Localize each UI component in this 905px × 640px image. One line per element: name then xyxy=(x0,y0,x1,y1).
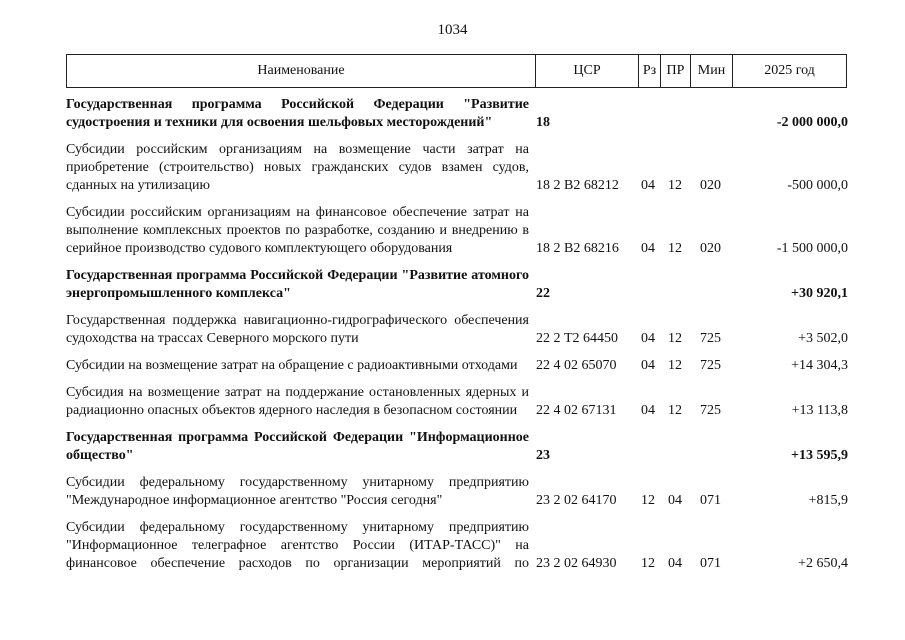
table-row xyxy=(66,204,856,258)
row-value: -500 000,0 xyxy=(787,178,848,193)
table-body xyxy=(66,96,856,582)
row-name: Субсидии российским организациям на возмещение части затрат на приобретение (строительство) новых гражданских судов взамен судов, сданных на утилизацию xyxy=(66,142,529,193)
row-name: Субсидии российским организациям на финансовое обеспечение затрат на выполнение комплексных проектов по разработке, созданию и внедрению в серийное производство судового комплектующего оборудования xyxy=(66,205,529,256)
header-pr: ПР xyxy=(661,55,691,87)
row-rz: 04 xyxy=(641,331,655,346)
header-name: Наименование xyxy=(67,55,536,87)
row-name: Государственная программа Российской Федерации "Информационное общество" xyxy=(66,430,529,463)
header-csr: ЦСР xyxy=(536,55,639,87)
row-value: -2 000 000,0 xyxy=(776,115,848,130)
page-number: 1034 xyxy=(437,22,468,38)
row-name: Субсидии федеральному государственному унитарному предприятию "Информационное телеграфное агентство России (ИТАР-ТАСС)" на финансовое обеспечение расходов по организации мероприятий по xyxy=(66,520,529,571)
row-csr: 23 2 02 64930 xyxy=(536,556,617,571)
row-pr: 04 xyxy=(668,493,682,508)
table-row xyxy=(66,384,856,420)
row-csr: 22 4 02 65070 xyxy=(536,358,617,373)
header-year: 2025 год xyxy=(764,63,815,78)
header-min: Мин xyxy=(691,55,733,87)
row-value: +2 650,4 xyxy=(798,556,848,571)
row-rz: 04 xyxy=(641,241,655,256)
row-codes xyxy=(66,492,856,510)
row-rz: 04 xyxy=(641,403,655,418)
table-row xyxy=(66,429,856,465)
row-min: 071 xyxy=(700,556,721,571)
row-pr: 12 xyxy=(668,331,682,346)
table-row xyxy=(66,474,856,510)
row-csr: 18 2 В2 68216 xyxy=(536,241,619,256)
row-csr: 18 2 В2 68212 xyxy=(536,178,619,193)
row-pr: 12 xyxy=(668,358,682,373)
row-codes xyxy=(66,285,856,303)
row-name: Субсидии на возмещение затрат на обращение с радиоактивными отходами xyxy=(66,358,518,373)
row-min: 020 xyxy=(700,241,721,256)
row-csr: 22 4 02 67131 xyxy=(536,403,617,418)
row-codes xyxy=(66,357,856,375)
row-min: 071 xyxy=(700,493,721,508)
row-name: Государственная программа Российской Федерации "Развитие судостроения и техники для освоения шельфовых месторождений" xyxy=(66,97,529,130)
row-rz: 12 xyxy=(641,493,655,508)
header-rz: Рз xyxy=(639,55,661,87)
row-pr: 12 xyxy=(668,403,682,418)
row-rz: 04 xyxy=(641,178,655,193)
table-row xyxy=(66,519,856,573)
row-csr: 23 xyxy=(536,448,550,463)
row-value: +30 920,1 xyxy=(791,286,848,301)
row-codes xyxy=(66,402,856,420)
table-row xyxy=(66,312,856,348)
table-row xyxy=(66,357,856,375)
row-value: -1 500 000,0 xyxy=(776,241,848,256)
row-csr: 22 2 Т2 64450 xyxy=(536,331,619,346)
row-min: 725 xyxy=(700,331,721,346)
row-min: 725 xyxy=(700,403,721,418)
row-codes xyxy=(66,177,856,195)
row-csr: 22 xyxy=(536,286,550,301)
row-name: Государственная программа Российской Федерации "Развитие атомного энергопромышленного комплекса" xyxy=(66,268,529,301)
row-rz: 04 xyxy=(641,358,655,373)
row-codes xyxy=(66,330,856,348)
row-value: +13 113,8 xyxy=(791,403,848,418)
table-row xyxy=(66,141,856,195)
row-codes xyxy=(66,555,856,573)
row-codes xyxy=(66,240,856,258)
row-pr: 12 xyxy=(668,178,682,193)
table-header xyxy=(66,54,847,88)
row-pr: 04 xyxy=(668,556,682,571)
row-value: +13 595,9 xyxy=(791,448,848,463)
row-codes xyxy=(66,114,856,132)
row-csr: 18 xyxy=(536,115,550,130)
row-name: Государственная поддержка навигационно-гидрографического обеспечения судоходства на трассах Северного морского пути xyxy=(66,313,529,346)
row-csr: 23 2 02 64170 xyxy=(536,493,617,508)
row-value: +14 304,3 xyxy=(791,358,848,373)
row-min: 020 xyxy=(700,178,721,193)
row-name: Субсидия на возмещение затрат на поддержание остановленных ядерных и радиационно опасных объектов ядерного наследия в безопасном состоянии xyxy=(66,385,529,418)
row-name: Субсидии федеральному государственному унитарному предприятию "Международное информационное агентство "Россия сегодня" xyxy=(66,475,529,508)
table-row xyxy=(66,267,856,303)
table-row xyxy=(66,96,856,132)
row-rz: 12 xyxy=(641,556,655,571)
row-value: +815,9 xyxy=(808,493,848,508)
row-min: 725 xyxy=(700,358,721,373)
row-codes xyxy=(66,447,856,465)
row-value: +3 502,0 xyxy=(798,331,848,346)
row-pr: 12 xyxy=(668,241,682,256)
